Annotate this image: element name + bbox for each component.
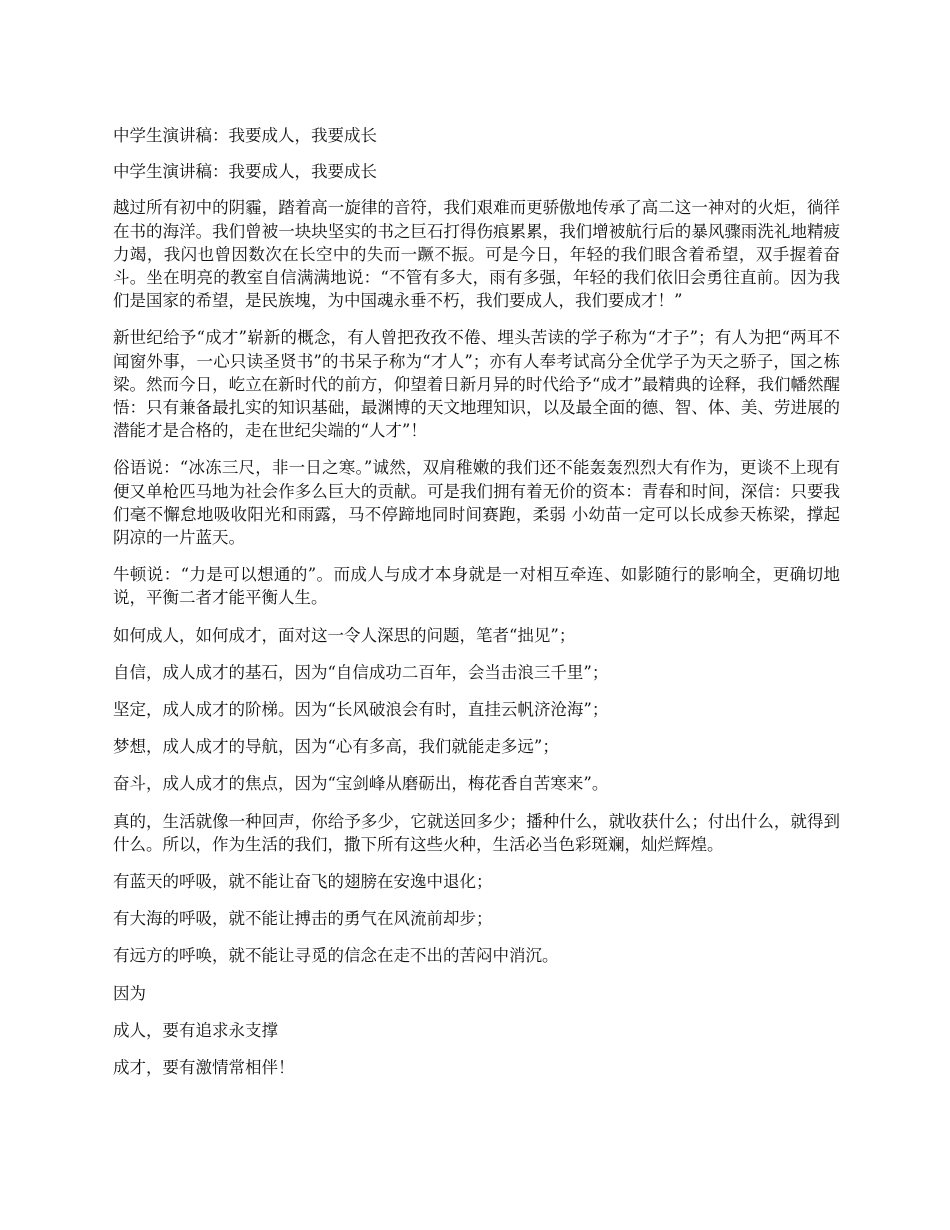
paragraph-1: 越过所有初中的阴霾，踏着高一旋律的音符，我们艰难而更骄傲地传承了高二这一神对的火炬，徜徉在书的海洋。我们曾被一块块坚实的书之巨石打得伤痕累累，我们增被航行后的暴风骤雨洗礼地精疲力竭，我闪也曾因数次在长空中的失而一蹶不振。可是今日，年轻的我们眼含着希望，双手握着奋斗。坐在明亮的教室自信满满地说：“不管有多大，雨有多强，年轻的我们依旧会勇往直前。因为我们是国家的希望，是民族塊，为中国魂永垂不朽，我们要成人，我们要成才！” [113, 198, 840, 311]
document-title-repeat: 中学生演讲稿：我要成人，我要成长 [113, 162, 377, 182]
paragraph-4: 牛顿说：“力是可以想通的”。而成人与成才本身就是一对相互牵连、如影随行的影响全，更确切地说，平衡二者才能平衡人生。 [113, 565, 840, 608]
paragraph-12: 有大海的呼吸，就不能让搏击的勇气在风流前却步； [113, 909, 493, 929]
paragraph-15: 成人，要有追求永支撑 [113, 1020, 278, 1040]
paragraph-11: 有蓝天的呼吸，就不能让奋飞的翅膀在安逸中退化； [113, 872, 493, 892]
paragraph-8: 梦想，成人成才的导航，因为“心有多高，我们就能走多远”； [113, 737, 559, 757]
paragraph-16: 成才，要有激情常相伴！ [113, 1058, 295, 1078]
paragraph-5: 如何成人，如何成才，面对这一令人深思的问题，笔者“拙见”； [113, 625, 576, 645]
paragraph-7: 坚定，成人成才的阶梯。因为“长风破浪会有时，直挂云帆济沧海”； [113, 700, 609, 720]
paragraph-9: 奋斗，成人成才的焦点，因为“宝剑峰从磨砺出，梅花香自苦寒来”。 [113, 774, 609, 794]
paragraph-6: 自信，成人成才的基石，因为“自信成功二百年，会当击浪三千里”； [113, 662, 609, 682]
paragraph-2: 新世纪给予“成才”崭新的概念，有人曾把孜孜不倦、埋头苦读的学子称为“才子”；有人为把“两耳不闻窗外事，一心只读圣贤书”的书呆子称为“才人”；亦有人奉考试高分全优学子为天之骄子，国之栋梁。然而今日，屹立在新时代的前方，仰望着日新月异的时代给予“成才”最精典的诠释，我们幡然醒悟：只有兼备最扎实的知识基础，最渊博的天文地理知识，以及最全面的德、智、体、美、劳进展的潜能才是合格的，走在世纪尖端的“人才”！ [113, 328, 840, 441]
paragraph-13: 有远方的呼唤，就不能让寻觅的信念在走不出的苦闷中消沉。 [113, 946, 559, 966]
document-body [113, 124, 840, 1093]
paragraph-14: 因为 [113, 983, 146, 1003]
document-title: 中学生演讲稿：我要成人，我要成长 [113, 126, 377, 145]
paragraph-3: 俗语说：“冰冻三尺，非一日之寒。”诚然，双肩稚嫩的我们还不能轰轰烈烈大有作为，更谈不上现有便又单枪匹马地为社会作多么巨大的贡献。可是我们拥有着无价的资本：青春和时间，深信：只要我们毫不懈怠地吸收阳光和雨露，马不停蹄地同时间赛跑，柔弱 小幼苗一定可以长成参天栋梁，撑起阴凉的一片蓝天。 [113, 458, 840, 548]
paragraph-10: 真的，生活就像一种回声，你给予多少，它就送回多少；播种什么，就收获什么；付出什么，就得到什么。所以，作为生活的我们，撒下所有这些火种，生活必当色彩斑斓，灿烂辉煌。 [113, 811, 840, 854]
